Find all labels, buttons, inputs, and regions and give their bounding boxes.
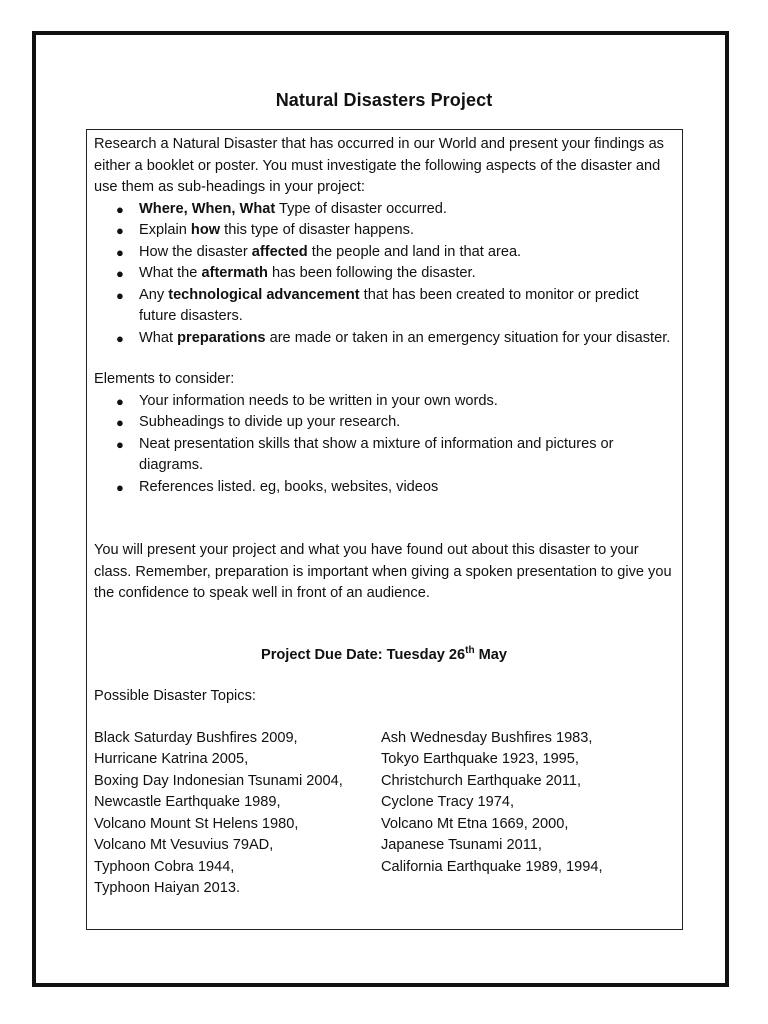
bullet-icon: ●: [116, 223, 124, 238]
bullet-icon: ●: [116, 201, 124, 217]
elements-list: [94, 391, 674, 499]
aspects-list: [94, 199, 674, 350]
bullet-icon: ●: [116, 244, 124, 260]
bullet-icon: ●: [116, 436, 124, 452]
topic-item: Typhoon Cobra 1944,: [94, 858, 235, 875]
bullet-icon: ●: [116, 393, 124, 409]
bullet-icon: ●: [116, 479, 124, 495]
due-date: Project Due Date: Tuesday 26th May: [260, 644, 508, 663]
topic-item: Black Saturday Bushfires 2009,: [94, 729, 298, 746]
bullet-icon: ●: [116, 287, 124, 303]
topic-item: Volcano Mt Etna 1669, 2000,: [381, 815, 569, 832]
list-item: ● Subheadings to divide up your research.: [94, 412, 674, 434]
topic-item: Volcano Mt Vesuvius 79AD,: [94, 837, 274, 853]
bullet-icon: ●: [116, 266, 124, 281]
list-item: ● What preparations are made or taken in an emergency situation for your disaster.: [94, 328, 674, 350]
list-item: ● References listed. eg, books, websites, videos: [94, 477, 674, 499]
topic-item: Christchurch Earthquake 2011,: [381, 772, 582, 789]
topic-item: Newcastle Earthquake 1989,: [94, 794, 281, 810]
list-item: ● Any technological advancement that has been created to monitor or predict future disasters.: [116, 286, 639, 324]
topic-item: Tokyo Earthquake 1923, 1995,: [381, 751, 579, 767]
topic-item: Cyclone Tracy 1974,: [381, 794, 515, 810]
topic-item: Typhoon Haiyan 2013.: [94, 880, 241, 896]
topic-item: Ash Wednesday Bushfires 1983,: [381, 729, 593, 746]
elements-heading: Elements to consider:: [94, 371, 235, 387]
presentation-paragraph: You will present your project and what you have found out about this disaster to your class. Remember, preparation is important when giving a spoken presentation to give you the confidence to speak well in front of an audience.: [94, 542, 672, 601]
list-item: ● Where, When, What Type of disaster occurred.: [94, 199, 674, 221]
topic-item: California Earthquake 1989, 1994,: [381, 858, 603, 875]
list-item: ● What the aftermath has been following the disaster.: [94, 263, 674, 285]
intro-paragraph: Research a Natural Disaster that has occurred in our World and present your findings as either a booklet or poster. You must investigate the following aspects of the disaster and use them as sub-headings in your project:: [94, 136, 664, 195]
topic-item: Boxing Day Indonesian Tsunami 2004,: [94, 772, 343, 789]
topics-heading: Possible Disaster Topics:: [94, 688, 256, 704]
bullet-icon: ●: [116, 330, 124, 346]
topic-item: Japanese Tsunami 2011,: [381, 837, 542, 853]
content-box: [86, 129, 683, 930]
list-item: ● How the disaster affected the people and land in that area.: [94, 242, 674, 264]
bullet-icon: ●: [116, 415, 124, 430]
topic-item: Volcano Mount St Helens 1980,: [94, 815, 299, 832]
topic-item: [381, 878, 674, 900]
list-item: ● Neat presentation skills that show a mixture of information and pictures or diagrams.: [116, 435, 614, 473]
topic-item: Hurricane Katrina 2005,: [94, 751, 249, 767]
list-item: ● Your information needs to be written in your own words.: [94, 391, 674, 413]
list-item: ● Explain how this type of disaster happens.: [94, 220, 674, 242]
topics-grid: [94, 728, 674, 900]
page-title: Natural Disasters Project: [275, 90, 493, 110]
